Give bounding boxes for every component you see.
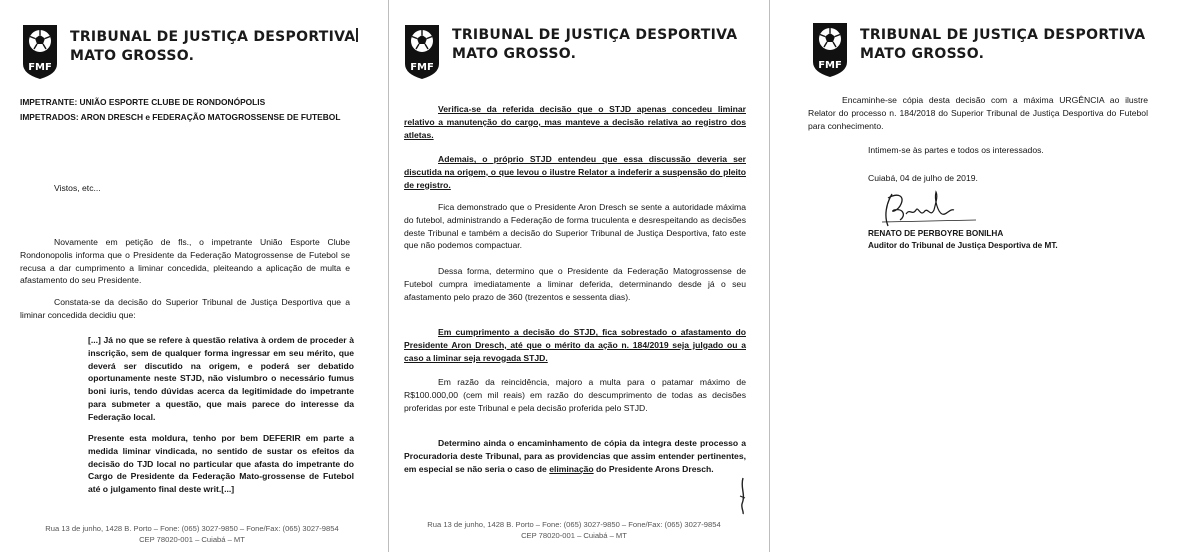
svg-text:FMF: FMF (28, 62, 52, 73)
paragraph-ademais: Ademais, o próprio STJD entendeu que essa discussão deveria ser discutida na origem, o que levou o ilustre Relator a indeferir a suspensão do pleito de registro. (404, 154, 746, 190)
paragraph-determino-afastamento: Dessa forma, determino que o Presidente da Federação Matogrossense de Futebol cumpra imediatamente a liminar deferida, determinando desde já o seu afastamento pelo prazo de 360 (trezentos e sessenta dias). (404, 266, 746, 302)
paragraph-multa: Em razão da reincidência, majoro a multa para o patamar máximo de R$100.000,00 (cem mil reais) em razão do descumprimento de todas as decisões proferidas por este Tribunal e pela decisão proferida pelo STJD. (404, 377, 746, 413)
header-title-line2: MATO GROSSO. (452, 46, 577, 62)
paragraph-peticao: Novamente em petição de fls., o impetrante União Esporte Clube Rondonopolis informa que o Presidente da Federação Matogrossense de Futebol se recusa a dar cumprimento a liminar concedida, pleiteando a aplicação de multa e afastamento do seu Presidente. (20, 237, 350, 286)
signer-name: RENATO DE PERBOYRE BONILHA (868, 229, 1004, 238)
header-edge-mark (356, 28, 358, 42)
impetrados-line: IMPETRADOS: ARON DRESCH e FEDERAÇÃO MATOGROSSENSE DE FUTEBOL (20, 112, 341, 122)
text-encaminhamento-start: Determino ainda o encaminhamento de cópia da integra deste processo a Procuradoria deste Tribunal, para as providencias que assim entender pertinentes, em especial se não seria o caso de (404, 438, 746, 474)
vistos-line: Vistos, etc... (54, 183, 101, 193)
header-title-line1: TRIBUNAL DE JUSTIÇA DESPORTIVA (70, 29, 356, 45)
svg-text:FMF: FMF (410, 62, 434, 73)
footer-address: Rua 13 de junho, 1428 B. Porto – Fone: (065) 3027-9850 – Fone/Fax: (065) 3027-9854 (427, 520, 721, 529)
fmf-logo (812, 22, 848, 78)
document-page-1 (0, 0, 385, 552)
footer-cep: CEP 78020-001 – Cuiabá – MT (521, 531, 627, 540)
paragraph-intimem: Intimem-se às partes e todos os interessados. (868, 145, 1044, 155)
paragraph-constata: Constata-se da decisão do Superior Tribunal de Justiça Desportiva que a liminar concedida decidiu que: (20, 297, 350, 320)
date-line: Cuiabá, 04 de julho de 2019. (868, 173, 978, 183)
header-title-line1: TRIBUNAL DE JUSTIÇA DESPORTIVA (452, 27, 738, 43)
fmf-logo (22, 24, 58, 80)
paragraph-encaminhe: Encaminhe-se cópia desta decisão com a máxima URGÊNCIA ao ilustre Relator do processo n. 184/2018 do Superior Tribunal de Justiça Desportiva do Futebol para conhecimento. (808, 95, 1148, 131)
page-separator (388, 0, 389, 552)
paragraph-demonstrado: Fica demonstrado que o Presidente Aron Dresch se sente a autoridade máxima do futebol, administrando a Federação de forma truculenta e desrespeitando as decisões deste Tribunal e também a decisão do Superior Tribunal de Justiça Desportiva, fato este que não podemos compactuar. (404, 202, 746, 251)
signature (876, 186, 986, 230)
impetrante-line: IMPETRANTE: UNIÃO ESPORTE CLUBE DE RONDONÓPOLIS (20, 97, 266, 107)
text-encaminhamento-end: do Presidente Arons Dresch. (593, 463, 714, 474)
header-title-line1: TRIBUNAL DE JUSTIÇA DESPORTIVA (860, 27, 1146, 43)
footer-cep: CEP 78020-001 – Cuiabá – MT (139, 535, 245, 544)
fmf-logo (404, 24, 440, 80)
quoted-decision-part2: Presente esta moldura, tenho por bem DEFERIR em parte a medida liminar vindicada, no sentido de sustar os efeitos da decisão do TJD local no particular que afasta do impetrante do Cargo de Presidente da Federação Mato-grossense de Futebol até o julgamento final deste writ.[...] (88, 433, 354, 495)
paragraph-encaminhamento (404, 437, 746, 475)
paragraph-sobrestado: Em cumprimento a decisão do STJD, fica sobrestado o afastamento do Presidente Aron Dresch, até que o mérito da ação n. 184/2019 seja julgado ou a caso a liminar seja revogada STJD. (404, 327, 746, 363)
signer-role: Auditor do Tribunal de Justiça Desportiva de MT. (868, 241, 1058, 250)
document-page-2 (392, 0, 767, 552)
paragraph-verifica: Verifica-se da referida decisão que o STJD apenas concedeu liminar relativo a manutenção do cargo, mas manteve a decisão relativa ao registro dos atletas. (404, 104, 746, 140)
initials-mark (736, 476, 750, 516)
quoted-decision-part1: [...] Já no que se refere à questão relativa à ordem de proceder à inscrição, sem de qualquer forma ingressar em seu mérito, que deverá ser discutido na origem, e poderá ser debatido oportunamente neste STJD, não vislumbro o necessário fumus boni iuris, tendo dúvidas acerca da legitimidade do impetrante para submeter a questão, que mais parece do interesse da Federação local. (88, 335, 354, 422)
footer-address: Rua 13 de junho, 1428 B. Porto – Fone: (065) 3027-9850 – Fone/Fax: (065) 3027-9854 (45, 524, 339, 533)
header-title-line2: MATO GROSSO. (860, 46, 985, 62)
text-eliminacao: eliminação (549, 463, 594, 474)
page-separator (769, 0, 770, 552)
svg-text:FMF: FMF (818, 60, 842, 71)
header-title-line2: MATO GROSSO. (70, 48, 195, 64)
document-page-3 (772, 0, 1200, 552)
